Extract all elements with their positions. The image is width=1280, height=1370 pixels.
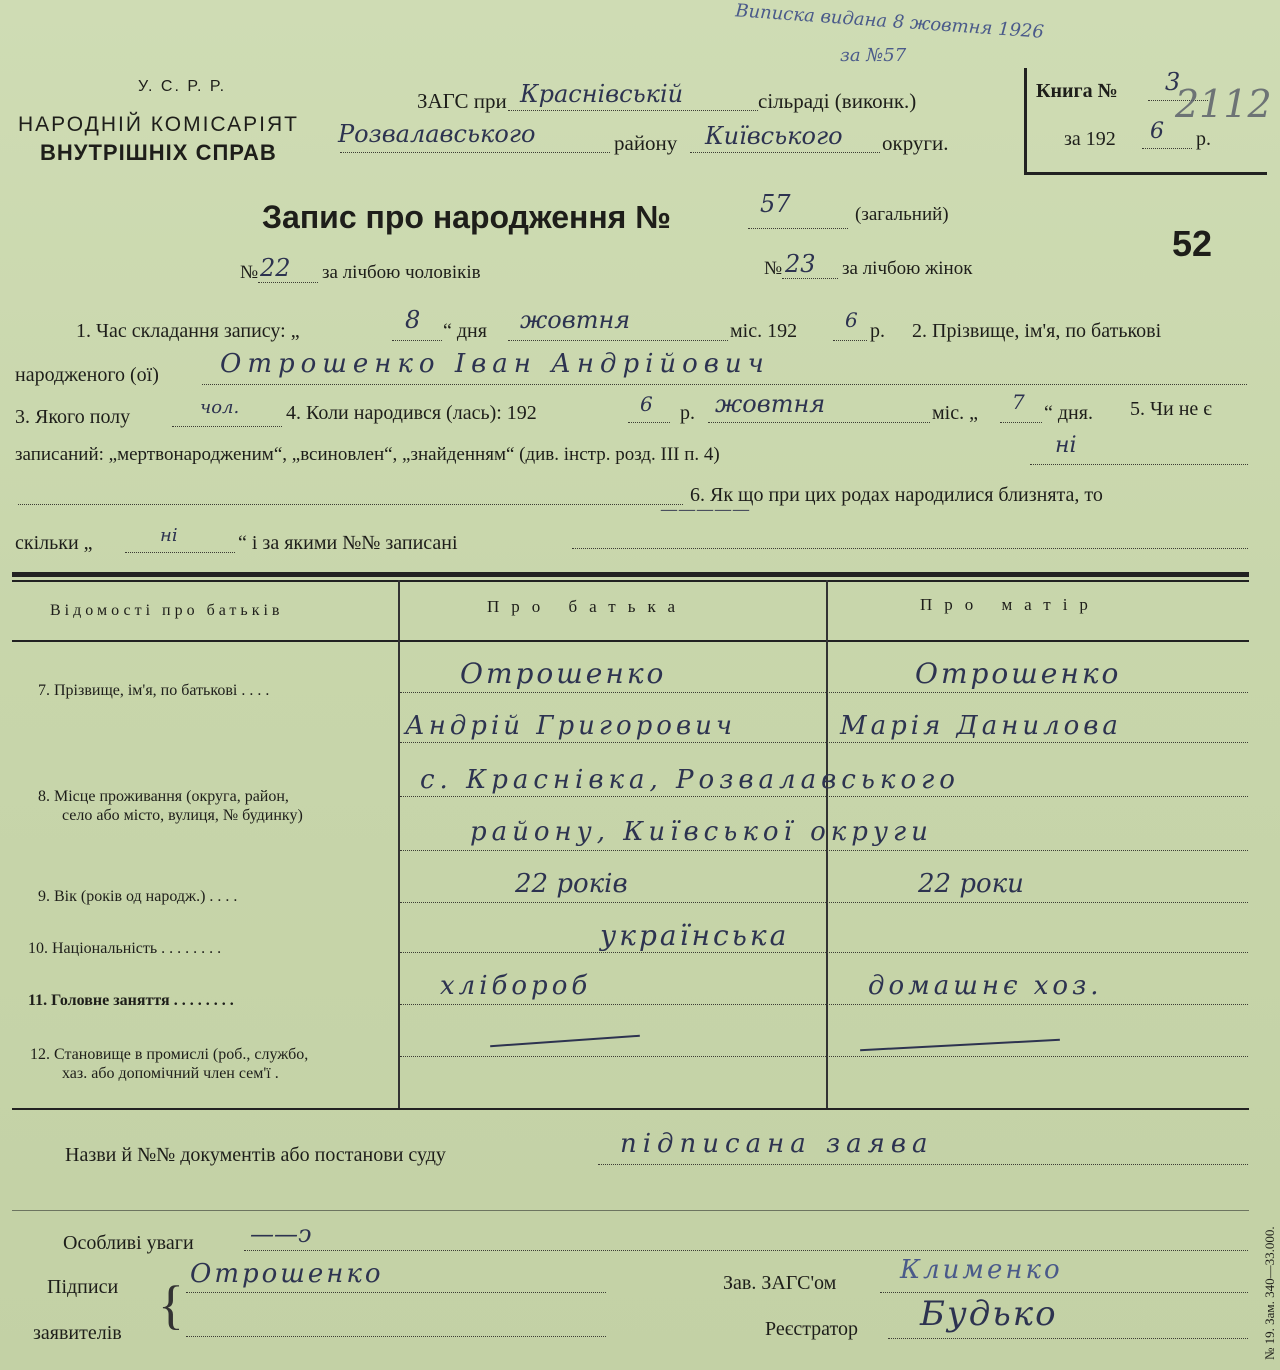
- book-year-suffix: р.: [1196, 128, 1211, 150]
- row12-label-line2: хаз. або допомічний член сем'ї .: [62, 1065, 279, 1082]
- men-count-handwritten: 22: [260, 254, 291, 282]
- okrug-suffix: округи.: [882, 131, 949, 155]
- row11-father-occupation-handwritten: хлібороб: [440, 971, 592, 1001]
- field4-month-suffix: міс. „: [932, 402, 978, 424]
- row8-place-handwritten-2: району, Київської округи: [470, 817, 933, 847]
- field6-stroke-handwritten: —————: [660, 499, 750, 520]
- row11-mother-occupation-handwritten: домашнє хоз.: [868, 971, 1103, 1001]
- registrar-label: Реєстратор: [765, 1318, 859, 1340]
- side-print-text: № 19. Зам. 340—33.000.: [1262, 1226, 1277, 1360]
- field4-day-suffix: “ дня.: [1044, 402, 1093, 424]
- men-count-prefix: №: [240, 262, 259, 283]
- docs-label: Назви й №№ документів або постанови суду: [65, 1144, 446, 1166]
- table-divider-1: [398, 580, 400, 1110]
- field4-month-handwritten: жовтня: [715, 390, 826, 418]
- ministry-line1: НАРОДНІЙ КОМІСАРІЯТ: [18, 113, 299, 136]
- field2-label-cont: народженого (ої): [15, 364, 159, 386]
- row8-label-line2: село або місто, вулиця, № будинку): [62, 807, 303, 824]
- book-number-handwritten: 3: [1165, 68, 1181, 96]
- field1-year-suffix: р.: [870, 320, 885, 342]
- republic-label: У. С. Р. Р.: [138, 78, 227, 95]
- row12-father-dash: [490, 1035, 640, 1047]
- field1-year-handwritten: 6: [845, 308, 858, 332]
- registrar-signature-handwritten: Будько: [920, 1294, 1058, 1334]
- table-bottom-rule: [12, 1108, 1249, 1110]
- row10-label: 10. Національність . . . . . . . .: [28, 940, 222, 957]
- signatures-label-2: заявителів: [33, 1322, 122, 1344]
- applicant-signature-handwritten: Отрошенко: [190, 1259, 384, 1289]
- men-count-label: за лічбою чоловіків: [322, 262, 481, 283]
- zags-head-signature-handwritten: Клименко: [900, 1255, 1063, 1285]
- row7-father-name-handwritten: Андрій Григорович: [405, 711, 737, 741]
- field5-label: 5. Чи не є: [1130, 398, 1212, 420]
- zags-suffix: сільраді (виконк.): [758, 89, 917, 113]
- row12-label-line1: 12. Становище в промислі (роб., службо,: [30, 1046, 309, 1063]
- row12-mother-dash: [860, 1039, 1060, 1051]
- district-handwritten: Розвалавського: [338, 120, 536, 148]
- row11-label: 11. Головне заняття . . . . . . . .: [28, 992, 234, 1009]
- field4-month-prefix: р.: [680, 402, 695, 424]
- row9-mother-age-handwritten: 22 роки: [918, 869, 1024, 899]
- okrug-handwritten: Київського: [705, 122, 843, 150]
- field1-label: 1. Час складання запису: „: [76, 320, 300, 342]
- table-header-rule: [12, 640, 1249, 642]
- field4-day-handwritten: 7: [1012, 390, 1025, 414]
- field1-month-suffix: міс. 192: [730, 320, 798, 342]
- book-year-handwritten: 6: [1150, 119, 1164, 144]
- zags-head-label: Зав. ЗАГС'ом: [723, 1272, 837, 1294]
- table-header-info: Відомості про батьків: [50, 602, 284, 619]
- row8-label-line1: 8. Місце проживання (округа, район,: [38, 788, 289, 805]
- book-label: Книга №: [1036, 80, 1118, 102]
- zags-village-handwritten: Краснівській: [520, 80, 684, 108]
- top-note-handwritten-2: за №57: [840, 45, 907, 66]
- notes-stroke-handwritten: ——ↄ: [250, 1220, 312, 1248]
- ministry-line2: ВНУТРІШНІХ СПРАВ: [40, 140, 277, 165]
- district-suffix: району: [614, 131, 678, 155]
- record-title-suffix: (загальний): [855, 204, 949, 225]
- field6-count-prefix: скільки „: [15, 532, 93, 554]
- women-count-label: за лічбою жінок: [842, 258, 973, 279]
- row7-label: 7. Прізвище, ім'я, по батькові . . . .: [38, 682, 270, 699]
- signatures-label-1: Підписи: [47, 1276, 119, 1298]
- row10-nationality-handwritten: українська: [600, 919, 790, 952]
- field4-year-handwritten: 6: [640, 392, 653, 416]
- women-count-prefix: №: [764, 258, 783, 279]
- stamp-number: 52: [1172, 223, 1213, 264]
- field5-label-cont: записаний: „мертвонародженим“, „всиновлен“, „знайденням“ (див. інстр. розд. III п. 4): [15, 444, 720, 465]
- field6-label: 6. Як що при цих родах народилися близнята, то: [690, 484, 1103, 506]
- record-number-handwritten: 57: [760, 190, 791, 218]
- row7-mother-surname-handwritten: Отрошенко: [915, 657, 1122, 690]
- book-year-label: за 192: [1064, 128, 1116, 150]
- row8-place-handwritten-1: с. Краснівка, Розвалавського: [420, 765, 960, 795]
- table-header-father: Про батька: [487, 597, 688, 616]
- women-count-handwritten: 23: [785, 250, 816, 278]
- field6-count-suffix: “ і за якими №№ записані: [238, 532, 458, 554]
- top-note-handwritten: Виписка видана 8 жовтня 1926: [734, 0, 1045, 43]
- docs-handwritten: підписана заява: [620, 1129, 934, 1159]
- row9-label: 9. Вік (років од народж.) . . . .: [38, 888, 238, 905]
- field6-count-handwritten: ні: [160, 525, 178, 546]
- book-extra-handwritten: 2112: [1175, 82, 1272, 126]
- field5-value-handwritten: ні: [1055, 433, 1077, 458]
- field1-day-handwritten: 8: [405, 306, 421, 334]
- field1-day-suffix: “ дня: [443, 320, 487, 342]
- table-top-rule: [12, 572, 1249, 577]
- row7-mother-name-handwritten: Марія Данилова: [840, 711, 1122, 741]
- signatures-brace: {: [158, 1275, 184, 1335]
- field1-month-handwritten: жовтня: [520, 306, 631, 334]
- field4-label: 4. Коли народився (лась): 192: [286, 402, 537, 424]
- table-header-mother: Про матір: [920, 595, 1100, 614]
- zags-prefix: ЗАГС при: [417, 89, 507, 113]
- field3-label: 3. Якого полу: [15, 406, 131, 428]
- row9-father-age-handwritten: 22 років: [515, 869, 628, 899]
- row7-father-surname-handwritten: Отрошенко: [460, 657, 667, 690]
- record-title: Запис про народження №: [262, 199, 671, 235]
- field2-label: 2. Прізвище, ім'я, по батькові: [912, 320, 1162, 342]
- notes-label: Особливі уваги: [63, 1232, 194, 1254]
- field2-value-handwritten: Отрошенко Іван Андрійович: [220, 349, 770, 379]
- field3-value-handwritten: чол.: [200, 397, 240, 418]
